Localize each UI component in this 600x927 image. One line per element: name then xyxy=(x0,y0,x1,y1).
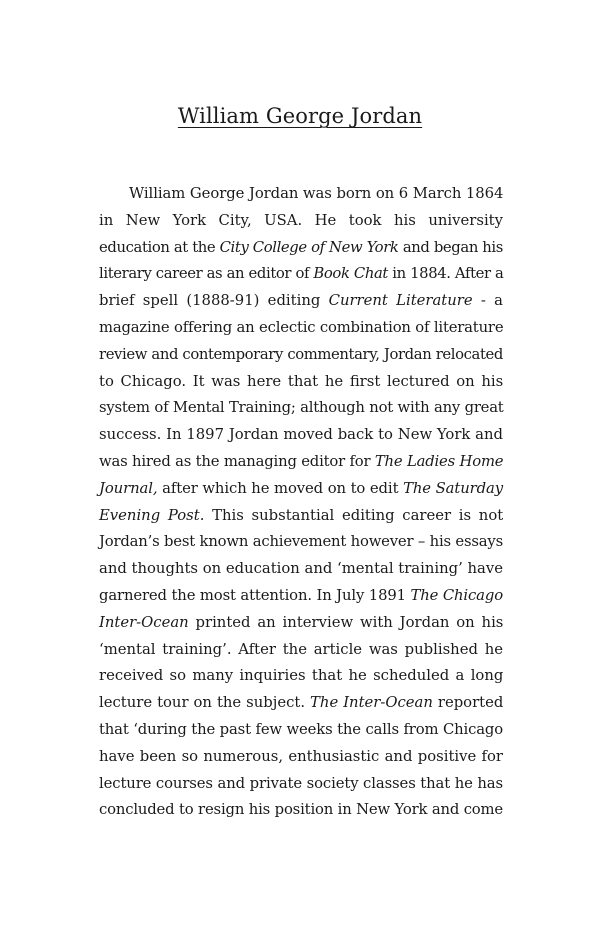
italic-title-text: The Chicago xyxy=(410,586,503,604)
text-line xyxy=(99,395,503,422)
text-segment: have been so numerous, enthusiastic and positive for xyxy=(99,747,503,765)
text-segment: printed an interview with Jordan on his xyxy=(188,613,504,631)
text-line xyxy=(99,449,503,476)
text-line xyxy=(99,208,503,235)
text-segment: lecture courses and private society classes that he has xyxy=(99,774,503,792)
italic-title-text: Journal, xyxy=(99,479,158,497)
italic-title-text: Inter-Ocean xyxy=(99,613,189,631)
text-segment: concluded to resign his position in New York and come xyxy=(99,801,503,819)
page-title: William George Jordan xyxy=(177,104,423,128)
text-line xyxy=(99,690,503,717)
text-segment: This substantial editing career is not xyxy=(204,506,504,524)
text-line xyxy=(99,771,503,798)
text-line xyxy=(99,369,503,396)
text-segment: received so many inquiries that he scheduled a long xyxy=(99,667,504,685)
text-segment: system of Mental Training; although not with any great xyxy=(99,399,504,417)
text-line xyxy=(99,288,503,315)
text-segment: success. In 1897 Jordan moved back to New York and xyxy=(99,426,503,444)
text-segment: and began his xyxy=(398,238,503,256)
text-line xyxy=(99,422,503,449)
text-segment: Jordan’s best known achievement however – his essays xyxy=(99,533,503,551)
text-line xyxy=(99,610,503,637)
text-segment: that ‘during the past few weeks the calls from Chicago xyxy=(99,720,503,738)
text-line xyxy=(99,663,503,690)
text-segment: magazine offering an eclectic combination of literature xyxy=(99,318,504,336)
text-segment: to Chicago. It was here that he first lectured on his xyxy=(99,372,504,390)
text-segment: reported xyxy=(432,694,504,712)
text-line xyxy=(99,476,503,503)
text-segment: garnered the most attention. In July 1891 xyxy=(99,586,411,604)
text-segment: lecture tour on the subject. xyxy=(99,694,311,712)
text-line xyxy=(99,529,503,556)
text-segment: was hired as the managing editor for xyxy=(99,452,375,470)
text-segment: - a xyxy=(472,292,504,310)
text-segment: in 1884. After a xyxy=(387,265,504,283)
italic-title-text: Book Chat xyxy=(313,265,388,283)
text-line xyxy=(99,744,503,771)
text-line xyxy=(99,797,503,824)
text-line xyxy=(99,503,503,530)
text-line xyxy=(99,342,503,369)
text-segment: William George Jordan was born on 6 March 1864 xyxy=(129,185,504,202)
body-paragraph xyxy=(99,181,503,824)
text-segment: and thoughts on education and ‘mental training’ have xyxy=(99,560,503,578)
italic-title-text: The Inter-Ocean xyxy=(310,694,433,712)
text-segment: education at the xyxy=(99,238,220,256)
italic-title-text: Evening Post. xyxy=(99,506,205,524)
text-segment: ‘mental training’. After the article was published he xyxy=(99,640,503,658)
italic-title-text: The Saturday xyxy=(403,479,503,497)
italic-title-text: Current Literature xyxy=(328,292,473,310)
text-line xyxy=(99,315,503,342)
text-segment: review and contemporary commentary, Jordan relocated xyxy=(99,345,503,363)
text-segment: literary career as an editor of xyxy=(99,265,314,283)
text-segment: brief spell (1888-91) editing xyxy=(99,292,329,310)
text-segment: in New York City, USA. He took his university xyxy=(99,211,503,229)
text-segment: after which he moved on to edit xyxy=(157,479,404,497)
text-line xyxy=(99,181,503,208)
text-line xyxy=(99,556,503,583)
italic-title-text: City College of New York xyxy=(219,238,399,256)
text-line xyxy=(99,637,503,664)
text-line xyxy=(99,717,503,744)
text-line xyxy=(99,583,503,610)
italic-title-text: The Ladies Home xyxy=(374,452,504,470)
text-line xyxy=(99,235,503,262)
text-line xyxy=(99,261,503,288)
